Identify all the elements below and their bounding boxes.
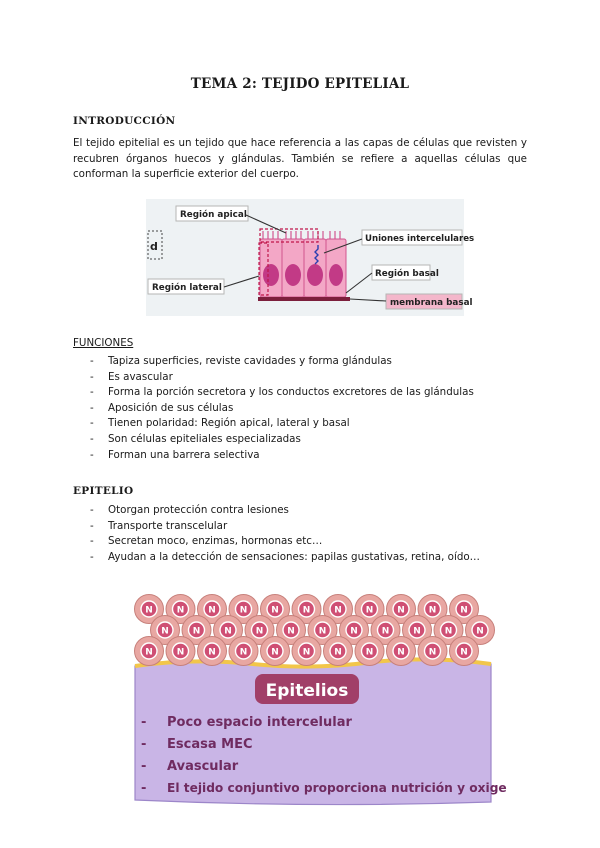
funciones-heading: FUNCIONES xyxy=(73,337,134,349)
list-item: - Transporte transcelular xyxy=(88,519,480,535)
list-item: - Aposición de sus células xyxy=(88,401,474,417)
nucleus-letter: N xyxy=(176,605,185,616)
svg-text:-: - xyxy=(141,781,147,796)
nucleus-letter: N xyxy=(460,605,468,616)
nucleus-letter: N xyxy=(334,647,342,658)
list-item: - Ayudan a la detección de sensaciones: papilas gustativas, retina, oído… xyxy=(88,550,480,566)
nucleus-letter: N xyxy=(287,626,295,637)
nucleus-letter: N xyxy=(381,626,390,637)
nucleus-letter: N xyxy=(350,626,358,637)
nucleus-letter: N xyxy=(397,605,405,616)
cell-layer xyxy=(135,595,495,666)
nucleus-letter: N xyxy=(428,605,437,616)
nucleus-letter: N xyxy=(397,647,405,658)
nucleus-letter: N xyxy=(192,626,201,637)
epithelial-cells xyxy=(258,229,350,301)
nucleus-letter: N xyxy=(334,605,342,616)
label-region-apical: Región apical xyxy=(180,210,247,220)
intro-paragraph: El tejido epitelial es un tejido que hace referencia a las capas de células que revisten y recubren órganos huecos y glándulas. También se refiere a aquellas células que conforman la superficie exterior del cuerpo. xyxy=(73,137,527,180)
nucleus-letter: N xyxy=(255,626,264,637)
svg-text:-: - xyxy=(141,715,147,730)
nucleus-letter: N xyxy=(239,647,248,658)
list-item: - Tienen polaridad: Región apical, lateral y basal xyxy=(88,416,474,432)
banner-title: Epitelios xyxy=(265,681,349,701)
nucleus-letter: N xyxy=(302,605,311,616)
label-membrana-basal: membrana basal xyxy=(390,298,473,308)
page-title: TEMA 2: TEJIDO EPITELIAL xyxy=(190,76,410,92)
nucleus-letter: N xyxy=(428,647,437,658)
nucleus-letter: N xyxy=(145,605,153,616)
nucleus-letter: N xyxy=(271,605,279,616)
funciones-list xyxy=(88,354,474,463)
label-region-basal: Región basal xyxy=(375,269,439,279)
list-item: - Son células epiteliales especializadas xyxy=(88,432,474,448)
nucleus-letter: N xyxy=(208,647,216,658)
nucleus-letter: N xyxy=(476,626,484,637)
nucleus-letter: N xyxy=(239,605,248,616)
label-uniones: Uniones intercelulares xyxy=(365,234,475,244)
label-region-lateral: Región lateral xyxy=(152,283,222,293)
nucleus-letter: N xyxy=(208,605,216,616)
nucleus-letter: N xyxy=(318,626,327,637)
list-item: - Otorgan protección contra lesiones xyxy=(88,503,480,519)
list-item: - Forman una barrera selectiva xyxy=(88,448,474,464)
epitelios-item: Avascular xyxy=(167,759,239,774)
epitelios-item: El tejido conjuntivo proporciona nutrición y oxige xyxy=(167,781,507,795)
nucleus-letter: N xyxy=(460,647,468,658)
nucleus-letter: N xyxy=(271,647,279,658)
epitelios-item: Escasa MEC xyxy=(167,737,253,752)
svg-text:-: - xyxy=(141,759,147,774)
nucleus-letter: N xyxy=(444,626,453,637)
nucleus-letter: N xyxy=(224,626,232,637)
nucleus-letter: N xyxy=(365,605,374,616)
epitelios-figure xyxy=(133,592,507,806)
list-item: - Tapiza superficies, reviste cavidades y forma glándulas xyxy=(88,354,474,370)
epithelial-polarity-figure xyxy=(146,199,475,316)
list-item: - Es avascular xyxy=(88,370,474,386)
epitelio-heading: EPITELIO xyxy=(73,485,134,497)
nucleus-letter: N xyxy=(145,647,153,658)
list-item: - Forma la porción secretora y los conductos excretores de las glándulas xyxy=(88,385,474,401)
side-letter: d xyxy=(150,240,158,253)
nucleus-letter: N xyxy=(176,647,185,658)
epitelios-item: Poco espacio intercelular xyxy=(167,715,352,730)
epitelio-list xyxy=(88,503,480,565)
nucleus-letter: N xyxy=(302,647,311,658)
nucleus-letter: N xyxy=(365,647,374,658)
intro-heading: INTRODUCCIÓN xyxy=(73,115,176,127)
svg-text:-: - xyxy=(141,737,147,752)
list-item: - Secretan moco, enzimas, hormonas etc… xyxy=(88,534,480,550)
nucleus-letter: N xyxy=(161,626,169,637)
nucleus-letter: N xyxy=(413,626,421,637)
